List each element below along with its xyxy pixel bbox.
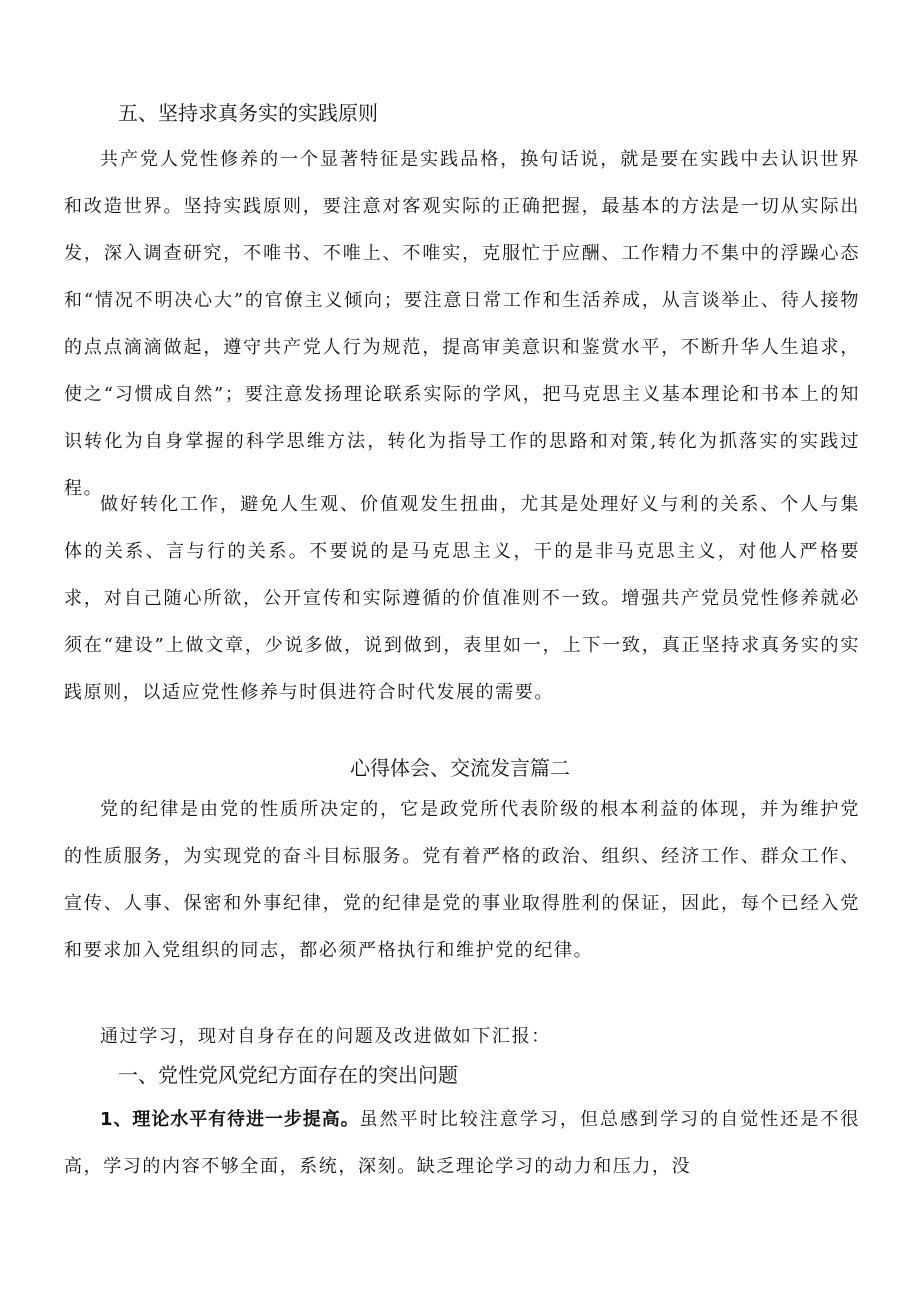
part-two-paragraph-2: 通过学习，现对自身存在的问题及改进做如下汇报：	[100, 1026, 551, 1047]
item-1-lead: 1、理论水平有待进一步提高。	[100, 1109, 360, 1130]
problems-subheading: 一、党性党风党纪方面存在的突出问题	[118, 1063, 458, 1087]
item-1-paragraph	[64, 1096, 860, 1190]
section-five-paragraph-1: 共产党人党性修养的一个显著特征是实践品格，换句话说，就是要在实践中去认识世界和改造世界。坚持实践原则，要注意对客观实际的正确把握，最基本的方法是一切从实际出发，深入调查研究，不唯书、不唯上、不唯实，克服忙于应酬、工作精力不集中的浮躁心态和“情况不明决心大”的官僚主义倾向；要注意日常工作和生活养成，从言谈举止、待人接物的点点滴滴做起，遵守共产党人行为规范，提高审美意识和鉴赏水平，不断升华人生追求，使之“习惯成自然”；要注意发扬理论联系实际的学风，把马克思主义基本理论和书本上的知识转化为自身掌握的科学思维方法，转化为指导工作的思路和对策,转化为抓落实的实践过程。	[64, 149, 860, 499]
part-two-title: 心得体会、交流发言篇二	[350, 756, 570, 780]
part-two-paragraph-1: 党的纪律是由党的性质所决定的，它是政党所代表阶级的根本利益的体现，并为维护党的性质服务，为实现党的奋斗目标服务。党有着严格的政治、组织、经济工作、群众工作、宣传、人事、保密和外事纪律，党的纪律是党的事业取得胜利的保证，因此，每个已经入党和要求加入党组织的同志，都必须严格执行和维护党的纪律。	[64, 799, 860, 961]
section-five-heading: 五、坚持求真务实的实践原则	[118, 101, 378, 125]
item-1-text: 虽然平时比较注意学习，但总感到学习的自觉性还是不很高，学习的内容不够全面，系统，深刻。缺乏理论学习的动力和压力，没	[64, 1109, 860, 1177]
section-five-paragraph-2: 做好转化工作，避免人生观、价值观发生扭曲，尤其是处理好义与利的关系、个人与集体的关系、言与行的关系。不要说的是马克思主义，干的是非马克思主义，对他人严格要求，对自己随心所欲，公开宣传和实际遵循的价值准则不一致。增强共产党员党性修养就必须在“建设”上做文章，少说多做，说到做到，表里如一，上下一致，真正坚持求真务实的实践原则，以适应党性修养与时俱进符合时代发展的需要。	[64, 494, 860, 703]
